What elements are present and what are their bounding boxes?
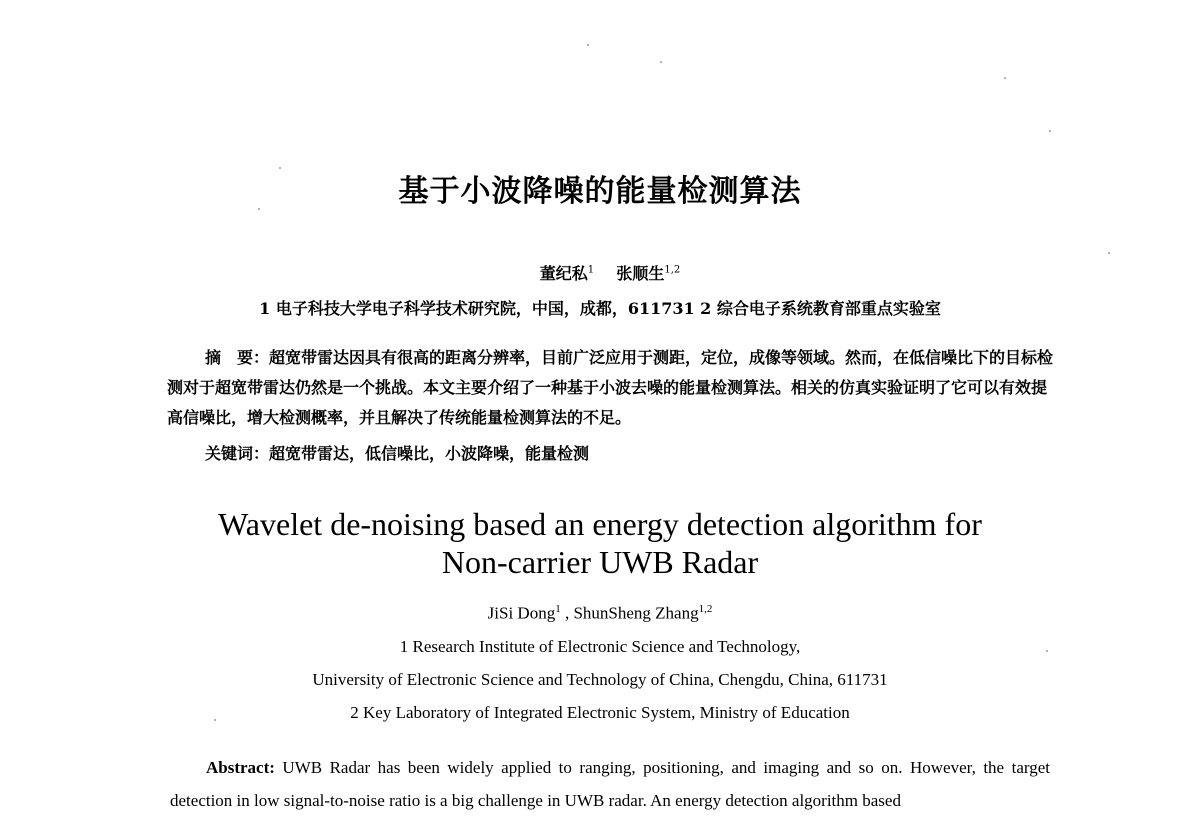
chinese-keywords — [205, 441, 589, 464]
english-abstract-label: Abstract: — [206, 758, 275, 777]
chinese-abstract-text: ：超宽带雷达因具有很高的距离分辨率，目前广泛应用于测距，定位，成像等领域。然而，在低信噪比下的目标检测对于超宽带雷达仍然是一个挑战。本文主要介绍了一种基于小波去噪的能量检测算法。相关的仿真实验证明了它可以有效提高信噪比，增大检测概率，并且解决了传统能量检测算法的不足。 — [167, 348, 1054, 427]
chinese-authors — [0, 261, 1200, 284]
english-affiliation-line-1: 1 Research Institute of Electronic Science and Technology, — [399, 637, 801, 656]
chinese-abstract-label: 摘 要 — [205, 348, 254, 367]
chinese-author-1: 董纪私 — [539, 264, 588, 283]
english-title-line-2: Non-carrier UWB Radar — [441, 544, 759, 580]
scan-speck — [1049, 130, 1051, 132]
chinese-affiliation: 1 电子科技大学电子科学技术研究院，中国，成都，611731 2 综合电子系统教育部重点实验室 — [259, 299, 941, 318]
english-title-line-1: Wavelet de-noising based an energy detection algorithm for — [218, 506, 982, 542]
chinese-keywords-text: ：超宽带雷达，低信噪比，小波降噪，能量检测 — [253, 444, 590, 463]
chinese-author-2: 张顺生 — [616, 264, 665, 283]
english-authors — [0, 603, 1200, 624]
scan-speck — [1108, 252, 1110, 254]
chinese-author-1-sup: 1 — [587, 264, 595, 276]
scan-speck — [587, 44, 589, 46]
chinese-keywords-label: 关键词 — [205, 444, 254, 463]
english-affiliation-line-2: University of Electronic Science and Technology of China, Chengdu, China, 611731 — [312, 670, 888, 689]
english-abstract-text: UWB Radar has been widely applied to ranging, positioning, and imaging and so on. However, the target detection in low signal-to-noise ratio is a big challenge in UWB radar. An energy detection algorithm based — [170, 758, 1050, 810]
english-affiliation-line-3: 2 Key Laboratory of Integrated Electronic System, Ministry of Education — [350, 703, 850, 722]
english-author-2-sup: 1,2 — [698, 603, 713, 615]
english-author-1-sup: 1 — [555, 603, 561, 615]
english-author-separator: , — [560, 603, 574, 623]
chinese-title: 基于小波降噪的能量检测算法 — [398, 174, 802, 209]
english-author-1: JiSi Dong — [487, 603, 556, 623]
english-title — [0, 505, 1200, 581]
chinese-author-2-sup: 1,2 — [664, 264, 681, 276]
chinese-abstract — [167, 343, 1057, 433]
scan-speck — [1004, 77, 1006, 79]
english-author-2: ShunSheng Zhang — [573, 603, 699, 623]
scan-speck — [660, 61, 662, 63]
english-abstract — [170, 751, 1050, 817]
